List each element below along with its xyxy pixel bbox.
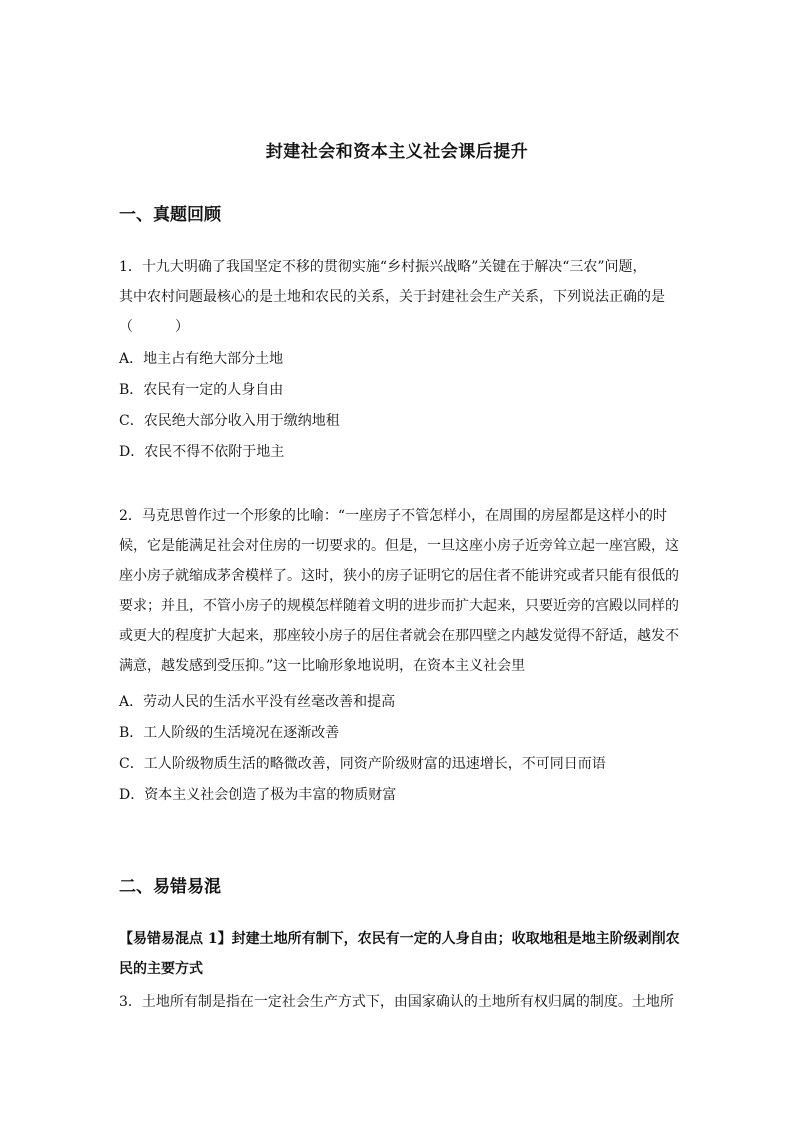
question-2-line: 满意，越发感到受压抑。”这一比喻形象地说明，在资本主义社会里 — [119, 658, 526, 674]
section-heading-review: 一、真题回顾 — [119, 205, 221, 225]
question-2-line: 2．马克思曾作过一个形象的比喻：“一座房子不管怎样小，在周围的房屋都是这样小的时 — [119, 508, 668, 524]
question-2-option-d: D．资本主义社会创造了极为丰富的物质财富 — [119, 787, 397, 803]
question-2-line: 要求；并且，不管小房子的规模怎样随着文明的进步而扩大起来，只要近旁的宫殿以同样的 — [119, 598, 679, 614]
question-3-line: 3．土地所有制是指在一定社会生产方式下，由国家确认的土地所有权归属的制度。土地所 — [119, 994, 674, 1010]
question-2-line: 或更大的程度扩大起来，那座较小房子的居住者就会在那四壁之内越发觉得不舒适，越发不 — [119, 628, 679, 644]
section-heading-mistakes: 二、易错易混 — [119, 877, 221, 897]
question-2-line: 座小房子就缩成茅舍模样了。这时，狭小的房子证明它的居住者不能讲究或者只能有很低的 — [119, 568, 679, 584]
question-2-option-c: C．工人阶级物质生活的略微改善，同资产阶级财富的迅速增长，不可同日而语 — [119, 756, 606, 772]
question-1-option-b: B．农民有一定的人身自由 — [119, 382, 284, 398]
question-1-line: 1．十九大明确了我国坚定不移的贯彻实施“乡村振兴战略”关键在于解决“三农”问题， — [119, 259, 647, 275]
question-1-option-d: D．农民不得不依附于地主 — [119, 444, 285, 460]
question-1-line: 其中农村问题最核心的是土地和农民的关系，关于封建社会生产关系，下列说法正确的是 — [119, 289, 665, 305]
page-title: 封建社会和资本主义社会课后提升 — [265, 142, 529, 162]
question-1-line: （ ） — [119, 319, 189, 335]
question-2-option-b: B．工人阶级的生活境况在逐渐改善 — [119, 725, 340, 741]
mistake-point-1-line: 民的主要方式 — [119, 961, 203, 977]
question-2-line: 候，它是能满足社会对住房的一切要求的。但是，一旦这座小房子近旁耸立起一座宫殿，这 — [119, 538, 679, 554]
question-2-option-a: A．劳动人民的生活水平没有丝毫改善和提高 — [119, 694, 396, 710]
question-1-option-a: A．地主占有绝大部分土地 — [119, 351, 284, 367]
question-1-option-c: C．农民绝大部分收入用于缴纳地租 — [119, 413, 340, 429]
mistake-point-1-line: 【易错易混点 1】封建土地所有制下，农民有一定的人身自由；收取地租是地主阶级剥削农 — [119, 931, 680, 947]
